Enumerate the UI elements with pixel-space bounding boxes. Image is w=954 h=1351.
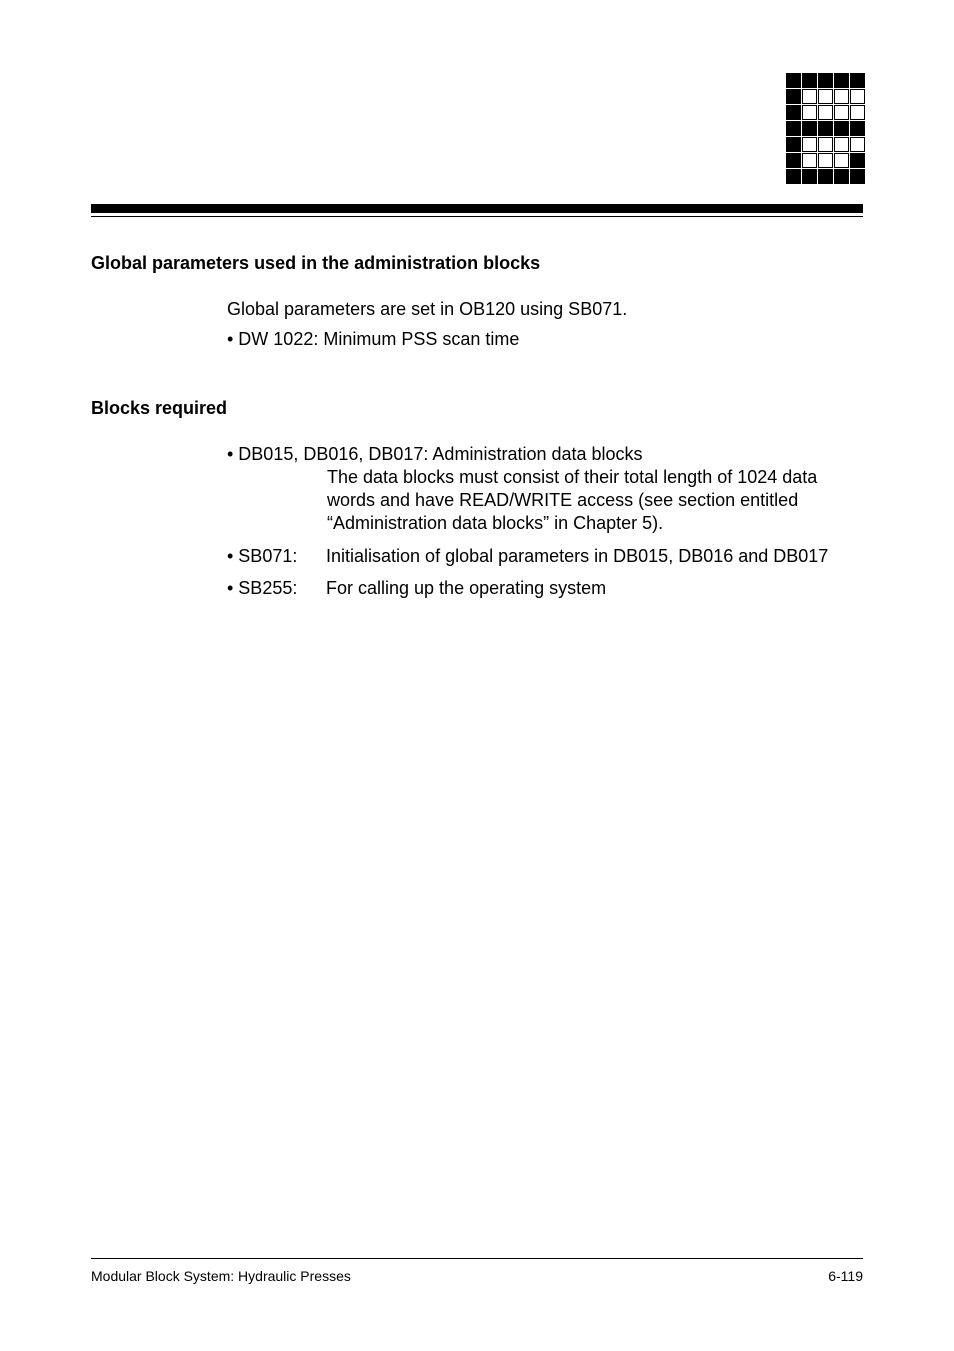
global-parameters-intro: Global parameters are set in OB120 using SB071. (227, 299, 628, 319)
logo-cell (786, 89, 801, 104)
logo-cell (818, 153, 833, 168)
logo-cell (850, 137, 865, 152)
logo-cell (786, 137, 801, 152)
logo-cell (834, 169, 849, 184)
logo-cell (786, 169, 801, 184)
bullet-db015-desc-line-2: words and have READ/WRITE access (see section entitled (327, 490, 799, 510)
section-heading-blocks-required: Blocks required (91, 398, 228, 418)
logo-cell (786, 153, 801, 168)
logo-cell (834, 153, 849, 168)
logo-cell (834, 89, 849, 104)
logo-cell (802, 121, 817, 136)
footer-document-title: Modular Block System: Hydraulic Presses (91, 1268, 351, 1284)
logo-cell (834, 137, 849, 152)
header-rule-thick (91, 204, 863, 213)
bullet-dw1022: • DW 1022: Minimum PSS scan time (227, 329, 520, 349)
logo-cell (802, 169, 817, 184)
logo-cell (834, 105, 849, 120)
logo-cell (818, 105, 833, 120)
logo-cell (834, 121, 849, 136)
chapter-marker-logo (786, 73, 865, 184)
bullet-sb255-desc: For calling up the operating system (326, 578, 607, 598)
logo-cell (802, 73, 817, 88)
logo-cell (818, 89, 833, 104)
logo-cell (850, 153, 865, 168)
logo-cell (802, 153, 817, 168)
footer-rule (91, 1258, 863, 1259)
logo-cell (802, 89, 817, 104)
bullet-sb255-code: • SB255: (227, 578, 298, 598)
logo-cell (850, 105, 865, 120)
footer-page-number: 6-119 (828, 1268, 863, 1284)
bullet-sb255 (227, 577, 606, 600)
logo-cell (850, 121, 865, 136)
logo-cell (818, 169, 833, 184)
logo-cell (850, 169, 865, 184)
logo-cell (834, 73, 849, 88)
bullet-sb071 (227, 545, 828, 568)
logo-cell (802, 137, 817, 152)
bullet-db015-desc-line-3: “Administration data blocks” in Chapter 5). (327, 513, 664, 533)
logo-cell (818, 73, 833, 88)
bullet-sb071-code: • SB071: (227, 546, 298, 566)
header-rule-thin (91, 216, 863, 217)
bullet-db015-title: • DB015, DB016, DB017: Administration data blocks (227, 444, 643, 464)
section-heading-global-parameters: Global parameters used in the administration blocks (91, 253, 541, 273)
logo-cell (786, 121, 801, 136)
logo-cell (786, 105, 801, 120)
bullet-db015-desc-line-1: The data blocks must consist of their total length of 1024 data (327, 467, 818, 487)
logo-cell (818, 121, 833, 136)
logo-cell (850, 89, 865, 104)
logo-cell (802, 105, 817, 120)
logo-cell (850, 73, 865, 88)
bullet-sb071-desc: Initialisation of global parameters in DB015, DB016 and DB017 (326, 546, 829, 566)
logo-cell (818, 137, 833, 152)
logo-cell (786, 73, 801, 88)
